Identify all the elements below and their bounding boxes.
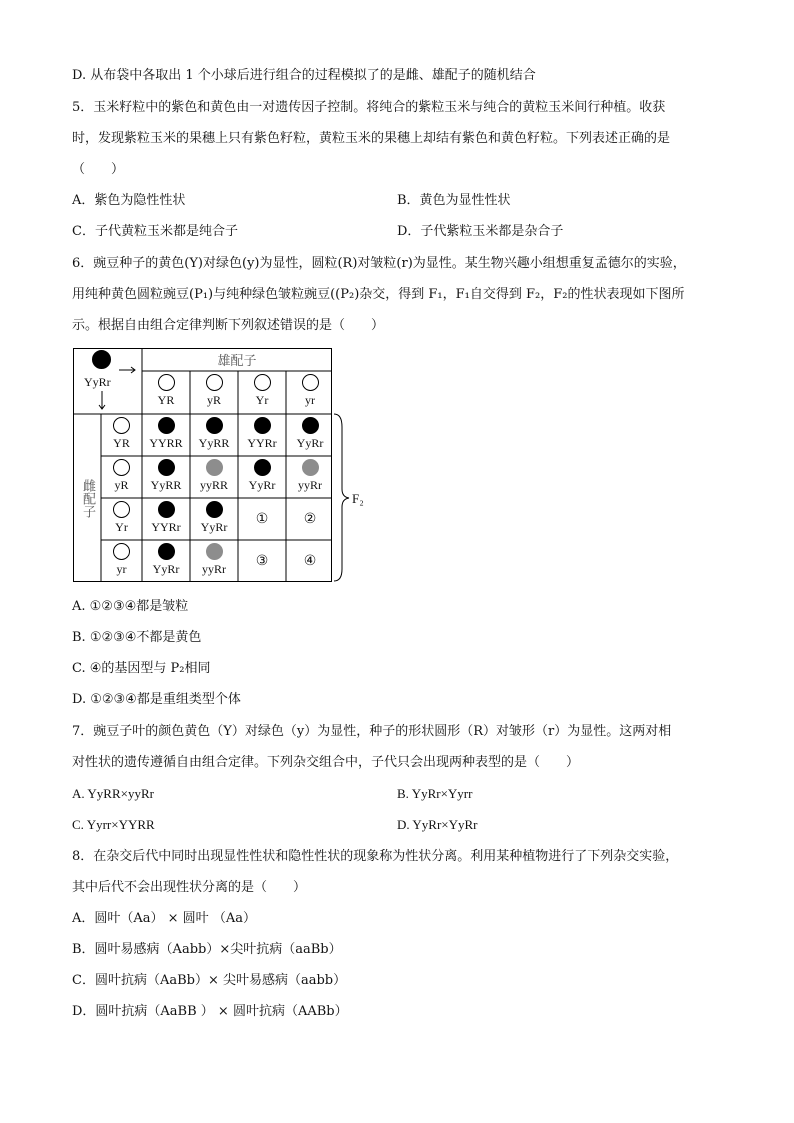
parent-genotype: YyRr [84,375,111,389]
genotype-label: YR [157,393,175,407]
q6-stem-line2: 用纯种黄色圆粒豌豆(P₁)与纯种绿色皱粒豌豆((P₂)杂交，得到 F₁，F₁自交得到 F₂，F₂的性状表现如下图所 [72,287,685,302]
offspring-cell [286,456,334,498]
gray-seed-icon [302,459,319,476]
q8-option-a: A．圆叶（Aa） × 圆叶 （Aa） [72,911,256,926]
male-gametes-header: 雄配子 [217,354,257,369]
black-seed-icon [302,417,319,434]
genotype-label: yyRr [298,478,322,492]
q7-option-d: D. YyRr×YyRr [397,817,478,832]
q6-option-b: B. ①②③④不都是黄色 [72,630,202,645]
q8-stem-line2: 其中后代不会出现性状分离的是（ ） [72,880,307,895]
white-seed-icon [113,459,130,476]
genotype-label: YyRr [296,436,324,450]
q6-option-c: C. ④的基因型与 P₂相同 [72,661,211,676]
female-gamete-yR [101,456,142,498]
q5-stem-line3: （ ） [72,162,125,177]
genotype-label: yr [305,393,315,407]
offspring-cell [190,414,238,456]
offspring-cell [190,540,238,582]
offspring-cell [190,498,238,540]
offspring-cell [286,414,334,456]
white-seed-icon [206,374,223,391]
male-gamete-Yr [238,371,286,414]
f2-label: F₂ [352,491,364,506]
female-gamete-yr [101,540,142,582]
black-seed-icon [158,417,175,434]
punnett-square-figure [72,347,372,585]
genotype-label: yyRr [202,562,226,576]
q5-option-c: C．子代黄粒玉米都是纯合子 [72,224,238,239]
black-seed-icon [254,417,271,434]
genotype-label: YyRr [200,520,228,534]
genotype-label: YyRr [248,478,276,492]
genotype-label: Yr [255,393,269,407]
q7-option-c: C. Yyrr×YYRR [72,817,155,832]
black-seed-icon [206,417,223,434]
genotype-label: YyRR [150,478,182,492]
q8-option-b: B．圆叶易感病（Aabb）×尖叶抗病（aaBb） [72,942,342,957]
q4-option-d: D. 从布袋中各取出 1 个小球后进行组合的过程模拟了的是雌、雄配子的随机结合 [72,68,536,83]
q8-option-d: D．圆叶抗病（AaBB ） × 圆叶抗病（AABb） [72,1004,348,1019]
q6-option-a: A. ①②③④都是皱粒 [72,599,189,614]
male-gamete-yR [190,371,238,414]
black-seed-icon [254,459,271,476]
white-seed-icon [113,543,130,560]
q5-stem-line2: 时，发现紫粒玉米的果穗上只有紫色籽粒，黄粒玉米的果穗上却结有紫色和黄色籽粒。下列表述正确的是 [72,131,671,146]
gray-seed-icon [206,543,223,560]
genotype-label: yyRR [199,478,228,492]
offspring-cell [238,414,286,456]
q7-option-a: A. YyRR×yyRr [72,786,154,801]
genotype-label: YyRr [152,562,180,576]
q6-option-d: D. ①②③④都是重组类型个体 [72,692,241,707]
q7-option-b: B. YyRr×Yyrr [397,786,473,801]
black-seed-icon [206,501,223,518]
q5-option-b: B．黄色为显性性状 [397,193,511,208]
gray-seed-icon [206,459,223,476]
parent-seed-icon [92,350,111,369]
white-seed-icon [113,501,130,518]
q5-option-a: A．紫色为隐性性状 [72,193,186,208]
genotype-label: YR [113,436,130,450]
genotype-label: YYRR [149,436,183,450]
offspring-unknown-cell: ③ [255,553,269,569]
genotype-label: yR [206,393,221,407]
female-gamete-YR [101,414,142,456]
white-seed-icon [113,417,130,434]
q7-stem-line2: 对性状的遗传遵循自由组合定律。下列杂交组合中，子代只会出现两种表型的是（ ） [72,755,580,770]
white-seed-icon [302,374,319,391]
black-seed-icon [158,501,175,518]
offspring-unknown-cell: ② [303,511,317,527]
genotype-label: yr [116,562,127,576]
offspring-unknown-cell: ① [255,511,269,527]
white-seed-icon [254,374,271,391]
q6-stem-line1: 6．豌豆种子的黄色(Y)对绿色(y)为显性，圆粒(R)对皱粒(r)为显性。某生物兴趣小组想重复孟德尔的实验， [72,256,686,271]
q7-stem-line1: 7．豌豆子叶的颜色黄色（Y）对绿色（y）为显性，种子的形状圆形（R）对皱形（r）为显性。这两对相 [72,724,672,739]
offspring-cell [142,498,190,540]
q5-option-d: D．子代紫粒玉米都是杂合子 [397,224,564,239]
q6-stem-line3: 示。根据自由组合定律判断下列叙述错误的是（ ） [72,318,385,333]
offspring-cell [142,540,190,582]
offspring-unknown-cell: ④ [303,553,317,569]
female-gametes-header: 雌配子 [80,479,95,518]
offspring-cell [142,456,190,498]
parent-genotype-cell [89,348,113,369]
q8-option-c: C．圆叶抗病（AaBb）× 尖叶易感病（aabb） [72,973,347,988]
genotype-label: YYRr [247,436,277,450]
black-seed-icon [158,459,175,476]
white-seed-icon [158,374,175,391]
genotype-label: Yr [115,520,128,534]
genotype-label: yR [114,478,129,492]
male-gamete-YR [142,371,190,414]
offspring-cell [190,456,238,498]
offspring-cell [142,414,190,456]
q5-stem-line1: 5．玉米籽粒中的紫色和黄色由一对遗传因子控制。将纯合的紫粒玉米与纯合的黄粒玉米间行种植。收获 [72,100,666,115]
offspring-cell [238,456,286,498]
genotype-label: YYRr [151,520,181,534]
male-gamete-yr [286,371,334,414]
q8-stem-line1: 8．在杂交后代中同时出现显性性状和隐性性状的现象称为性状分离。利用某种植物进行了下列杂交实验， [72,849,679,864]
black-seed-icon [158,543,175,560]
genotype-label: YyRR [198,436,230,450]
female-gamete-Yr [101,498,142,540]
